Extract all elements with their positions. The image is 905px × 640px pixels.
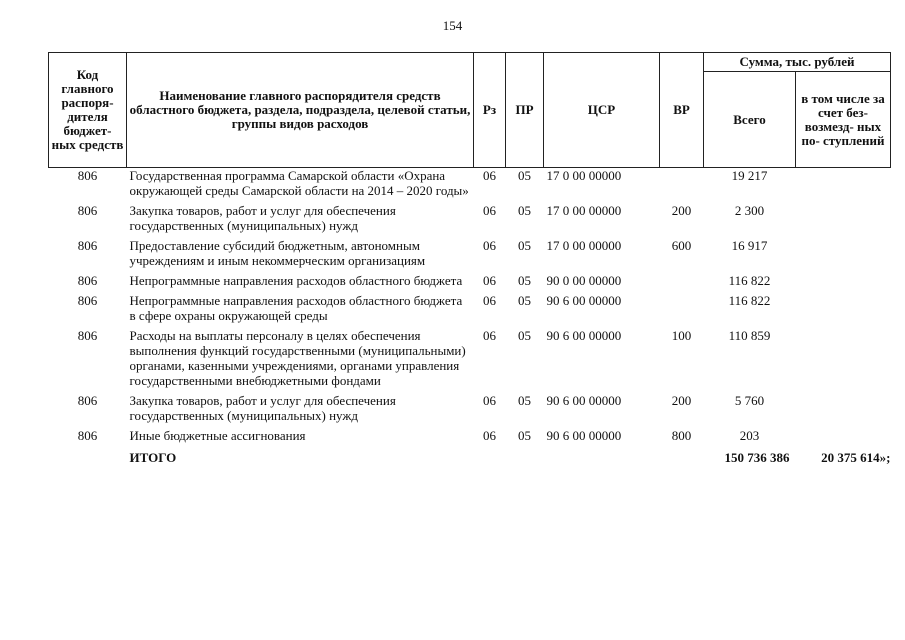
header-pr: ПР [506,53,544,168]
cell-vr [660,168,704,204]
header-vr: ВР [660,53,704,168]
total-sum: 150 736 386 [724,450,790,465]
header-total: Всего [704,72,796,168]
cell-pr: 05 [518,273,531,288]
total-free: 20 375 614»; [821,450,891,465]
cell-free [796,393,891,428]
cell-rz: 06 [483,238,496,253]
cell-rz: 06 [483,328,496,343]
cell-code: 806 [77,168,98,183]
header-free: в том числе за счет без- возмезд- ных по- ступлений [796,72,891,168]
table-row [49,168,891,204]
header-rz: Рз [474,53,506,168]
cell-total: 116 822 [728,273,771,288]
cell-pr: 05 [518,203,531,218]
header-name: Наименование главного распорядителя средств областного бюджета, раздела, подраздела, целевой статьи, группы видов расходов [127,53,474,168]
cell-pr: 05 [518,428,531,443]
cell-free [796,273,891,293]
page-number: 154 [442,18,463,33]
table-body [49,168,891,449]
cell-total: 110 859 [728,328,771,343]
cell-name: Непрограммные направления расходов областного бюджета [129,273,463,288]
cell-pr: 05 [518,393,531,408]
cell-vr: 600 [671,238,692,253]
budget-table [48,52,891,470]
cell-total: 203 [739,428,760,443]
cell-rz: 06 [483,203,496,218]
cell-vr [660,293,704,328]
cell-name: Расходы на выплаты персоналу в целях обеспечения выполнения функций государственными (муниципальными) органами, казенными учреждениями, органами управления государственными внебюджетными фондами [129,328,466,388]
cell-code: 806 [77,393,98,408]
cell-code: 806 [77,203,98,218]
cell-csr: 90 6 00 00000 [546,393,622,408]
cell-rz: 06 [483,168,496,183]
cell-rz: 06 [483,428,496,443]
cell-vr [660,273,704,293]
cell-rz: 06 [483,273,496,288]
header-row [49,53,891,72]
total-row [49,448,891,470]
cell-vr: 800 [671,428,692,443]
cell-rz: 06 [483,393,496,408]
cell-csr: 17 0 00 00000 [546,238,622,253]
cell-csr: 90 0 00 00000 [546,273,622,288]
cell-total: 116 822 [728,293,771,308]
table-row [49,428,891,448]
cell-free [796,328,891,393]
header-csr: ЦСР [544,53,660,168]
cell-code: 806 [77,328,98,343]
table-row [49,203,891,238]
cell-csr: 17 0 00 00000 [546,203,622,218]
cell-total: 5 760 [734,393,765,408]
total-label: ИТОГО [129,450,177,465]
cell-name: Закупка товаров, работ и услуг для обеспечения государственных (муниципальных) нужд [129,203,396,233]
cell-rz: 06 [483,293,496,308]
cell-name: Государственная программа Самарской области «Охрана окружающей среды Самарской области на 2014 – 2020 годы» [129,168,469,198]
table-row [49,328,891,393]
table-row [49,238,891,273]
cell-free [796,238,891,273]
header-code: Код главного распоря- дителя бюджет- ных средств [49,53,127,168]
cell-code: 806 [77,273,98,288]
cell-total: 19 217 [731,168,768,183]
cell-name: Закупка товаров, работ и услуг для обеспечения государственных (муниципальных) нужд [129,393,396,423]
cell-code: 806 [77,293,98,308]
cell-free [796,203,891,238]
cell-vr: 100 [671,328,692,343]
cell-total: 16 917 [731,238,768,253]
table-row [49,393,891,428]
cell-pr: 05 [518,238,531,253]
cell-free [796,428,891,448]
cell-vr: 200 [671,393,692,408]
cell-code: 806 [77,428,98,443]
cell-vr: 200 [671,203,692,218]
cell-csr: 90 6 00 00000 [546,328,622,343]
cell-csr: 90 6 00 00000 [546,293,622,308]
cell-name: Иные бюджетные ассигнования [129,428,306,443]
cell-pr: 05 [518,328,531,343]
cell-csr: 17 0 00 00000 [546,168,622,183]
cell-code: 806 [77,238,98,253]
table-row [49,293,891,328]
cell-name: Предоставление субсидий бюджетным, автономным учреждениям и иным некоммерческим организациям [129,238,426,268]
cell-pr: 05 [518,168,531,183]
cell-csr: 90 6 00 00000 [546,428,622,443]
cell-name: Непрограммные направления расходов областного бюджета в сфере охраны окружающей среды [129,293,463,323]
cell-free [796,293,891,328]
cell-pr: 05 [518,293,531,308]
cell-total: 2 300 [734,203,765,218]
table-row [49,273,891,293]
cell-free [796,168,891,204]
header-sum: Сумма, тыс. рублей [704,53,891,72]
